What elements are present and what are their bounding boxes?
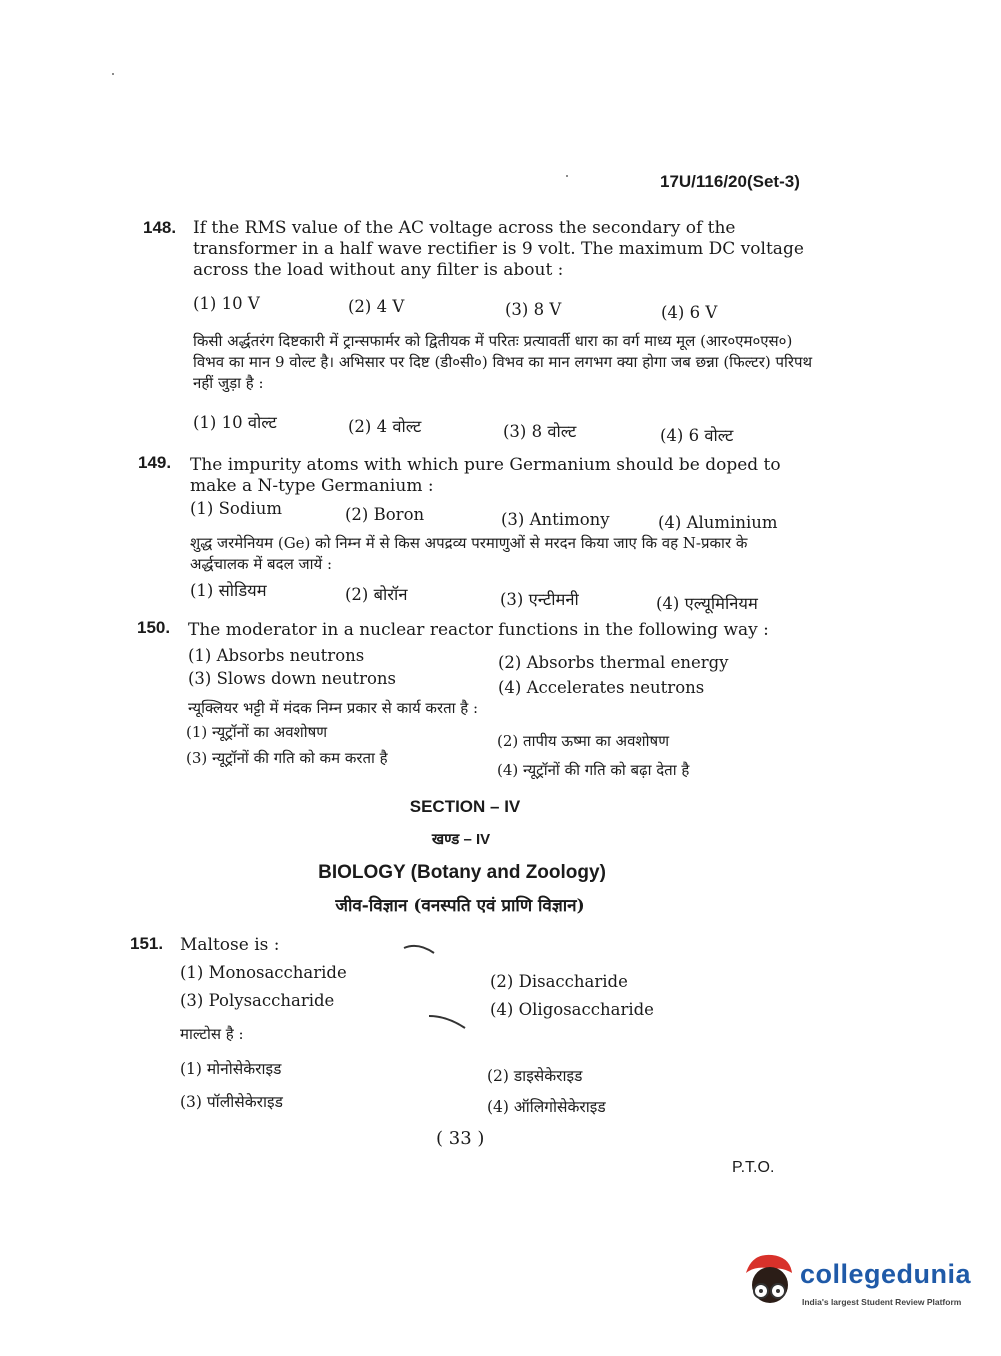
question-text-en: The impurity atoms with which pure Germanium should be doped to make a N-type Germanium : xyxy=(190,455,781,496)
paper-code: 17U/116/20(Set-3) xyxy=(660,172,800,191)
option-en: (3) Polysaccharide xyxy=(180,991,335,1010)
option-hi: (3) पॉलीसेकेराइड xyxy=(180,1093,283,1111)
question-number: 151. xyxy=(130,934,164,953)
option-en: (2) Boron xyxy=(345,505,425,524)
question-text-hi: न्यूक्लियर भट्टी में मंदक निम्न प्रकार से कार्य करता है : xyxy=(188,699,479,717)
pen-stroke-mark xyxy=(400,938,440,958)
question-number: 149. xyxy=(138,453,172,472)
question-text-en: Maltose is : xyxy=(180,935,280,955)
option-hi: (1) मोनोसेकेराइड xyxy=(180,1060,282,1078)
brand-name: collegedunia xyxy=(800,1259,972,1289)
option-en: (4) 6 V xyxy=(661,303,718,322)
option-hi: (2) बोरॉन xyxy=(345,585,408,604)
subject-title-hi: जीव-विज्ञान (वनस्पति एवं प्राणि विज्ञान) xyxy=(335,896,585,916)
option-hi: (1) न्यूट्रॉनों का अवशोषण xyxy=(186,723,328,741)
question-number: 148. xyxy=(143,218,177,237)
option-en: (2) Absorbs thermal energy xyxy=(498,653,729,672)
question-number: 150. xyxy=(137,618,171,637)
question-text-en: The moderator in a nuclear reactor functions in the following way : xyxy=(188,620,769,640)
page-number: ( 33 ) xyxy=(436,1128,485,1149)
option-en: (1) Absorbs neutrons xyxy=(188,646,365,665)
option-hi: (1) 10 वोल्ट xyxy=(193,413,277,432)
option-en: (3) Antimony xyxy=(501,510,610,529)
brand-tagline: India's largest Student Review Platform xyxy=(802,1297,962,1307)
option-en: (2) Disaccharide xyxy=(490,972,628,991)
pen-stroke-mark xyxy=(425,1008,470,1033)
option-hi: (3) न्यूट्रॉनों की गति को कम करता है xyxy=(186,749,388,767)
watermark-logo xyxy=(742,1251,982,1315)
option-hi: (4) एल्यूमिनियम xyxy=(656,594,758,613)
option-en: (4) Aluminium xyxy=(658,513,778,532)
question-text-hi: शुद्ध जरमेनियम (Ge) को निम्न में से किस अपद्रव्य परमाणुओं से मरदन किया जाए कि वह N-प्रकार के अर्द्धचालक में बदल जायें : xyxy=(190,534,748,573)
option-hi: (2) तापीय ऊष्मा का अवशोषण xyxy=(497,732,670,750)
question-text-hi: माल्टोस है : xyxy=(180,1025,244,1043)
option-hi: (2) 4 वोल्ट xyxy=(348,417,422,436)
mascot-icon xyxy=(742,1251,798,1311)
section-title: SECTION – IV xyxy=(409,797,521,816)
option-en: (2) 4 V xyxy=(348,297,405,316)
option-hi: (1) सोडियम xyxy=(190,581,267,600)
subject-title: BIOLOGY (Botany and Zoology) xyxy=(318,862,606,883)
option-en: (1) Monosaccharide xyxy=(180,963,347,982)
question-text-hi: किसी अर्द्धतरंग दिष्टकारी में ट्रान्सफार्मर को द्वितीयक में परितः प्रत्यावर्ती धारा का वर्ग माध्य मूल (आर०एम०एस०) विभव का मान 9 वोल्ट है। अभिसार पर दिष्ट (डी०सी०) विभव का मान लगभग क्या होगा जब छन्ना (फिल्टर) परिपथ नहीं जुड़ा है : xyxy=(193,332,813,392)
option-hi: (3) एन्टीमनी xyxy=(500,590,579,609)
question-text-en: If the RMS value of the AC voltage across the secondary of the transformer in a half wave rectifier is 9 volt. The maximum DC voltage across the load without any filter is about : xyxy=(193,218,804,280)
pto-label: P.T.O. xyxy=(732,1159,775,1176)
scan-speck xyxy=(566,175,568,177)
option-en: (1) 10 V xyxy=(193,294,260,313)
section-title-hi: खण्ड – IV xyxy=(431,831,491,848)
option-en: (4) Oligosaccharide xyxy=(490,1000,654,1019)
option-hi: (2) डाइसेकेराइड xyxy=(487,1067,583,1085)
option-hi: (3) 8 वोल्ट xyxy=(503,422,577,441)
option-hi: (4) 6 वोल्ट xyxy=(660,426,734,445)
option-en: (1) Sodium xyxy=(190,499,282,518)
option-en: (3) Slows down neutrons xyxy=(188,669,397,688)
option-en: (4) Accelerates neutrons xyxy=(498,678,705,697)
scan-speck xyxy=(112,73,114,75)
option-en: (3) 8 V xyxy=(505,300,562,319)
option-hi: (4) ऑलिगोसेकेराइड xyxy=(487,1098,606,1116)
option-hi: (4) न्यूट्रॉनों की गति को बढ़ा देता है xyxy=(497,761,690,779)
